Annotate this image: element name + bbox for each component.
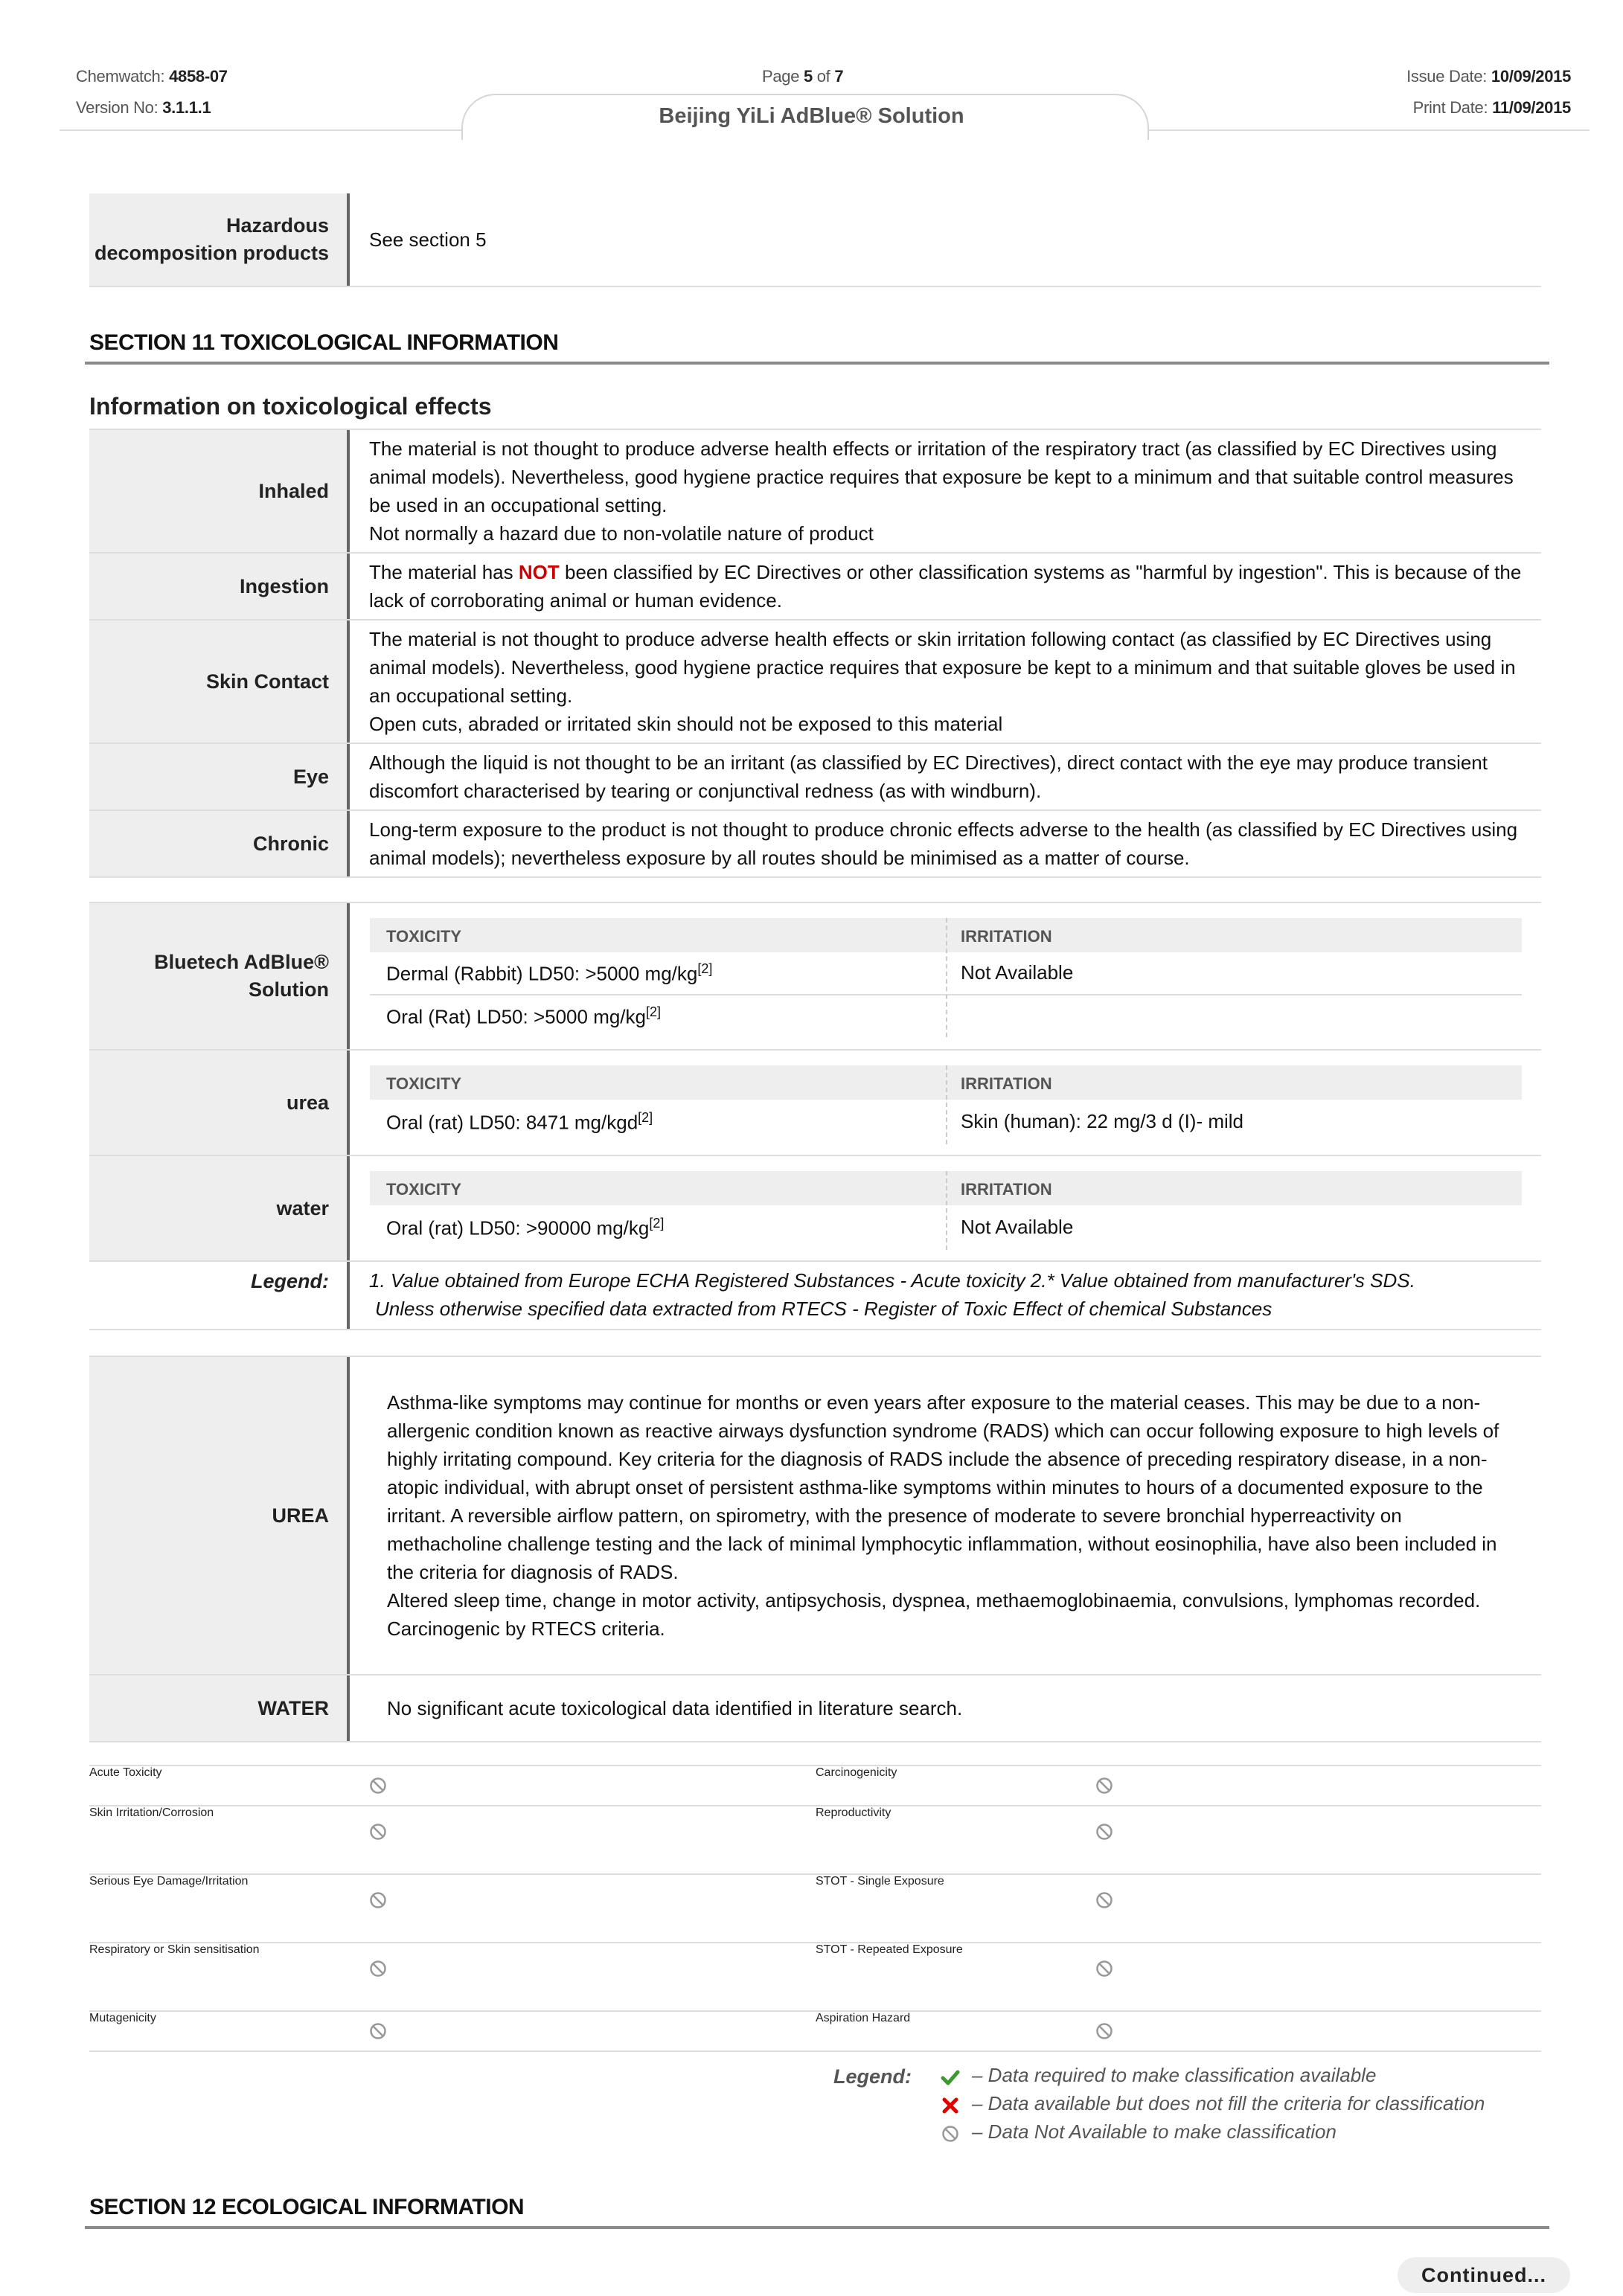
column-divider [946, 1171, 947, 1250]
hazard-label: Acute Toxicity [89, 1766, 162, 1779]
column-header-toxicity: TOXICITY [386, 1180, 462, 1199]
hazard-label: Carcinogenicity [816, 1766, 897, 1779]
toxicity-cell: Oral (rat) LD50: >90000 mg/kg[2] [386, 1216, 665, 1240]
row-label: Eye [89, 744, 350, 809]
hazard-label: STOT - Single Exposure [816, 1875, 944, 1888]
hazard-label: Mutagenicity [89, 2012, 156, 2024]
water-block [89, 1675, 1541, 1742]
column-header-toxicity: TOXICITY [386, 927, 462, 946]
effect-row-skin-contact [89, 621, 1541, 744]
irritation-cell: Not Available [961, 961, 1074, 984]
section-12-title: SECTION 12 ECOLOGICAL INFORMATION [89, 2195, 525, 2219]
not-available-icon [1095, 1777, 1113, 1795]
version-number: Version No: 3.1.1.1 [76, 98, 211, 117]
toxicity-cell: Dermal (Rabbit) LD50: >5000 mg/kg[2] [386, 961, 713, 985]
hazard-label: Skin Irritation/Corrosion [89, 1806, 214, 1819]
hazard-label: Respiratory or Skin sensitisation [89, 1943, 260, 1956]
column-header-irritation: IRRITATION [961, 927, 1052, 946]
row-value: The material has NOT been classified by EC Directives or other classification systems as "harmful by ingestion". This is because of the lack of corroborating animal or human evidence. [369, 561, 1522, 612]
not-available-icon [369, 1960, 387, 1978]
not-available-icon [1095, 1960, 1113, 1978]
hazard-row-rule [89, 2050, 1541, 2052]
not-available-icon [369, 1891, 387, 1909]
not-available-icon [369, 1777, 387, 1795]
row-label: Ingestion [89, 554, 350, 619]
section-11-rule [85, 362, 1549, 365]
hazard-label: Reproductivity [816, 1806, 891, 1819]
column-divider [946, 918, 947, 1037]
hazard-label: STOT - Repeated Exposure [816, 1943, 963, 1956]
effect-row-inhaled [89, 430, 1541, 554]
irritation-cell: Skin (human): 22 mg/3 d (I)- mild [961, 1110, 1244, 1132]
row-label: UREA [89, 1357, 350, 1674]
row-label: Hazardous decomposition products [89, 193, 350, 286]
water-description: No significant acute toxicological data identified in literature search. [387, 1697, 963, 1719]
chemwatch-id: Chemwatch: 4858-07 [76, 67, 228, 86]
not-available-icon [1095, 1891, 1113, 1909]
column-header-toxicity: TOXICITY [386, 1074, 462, 1093]
header-rule-right [1139, 129, 1590, 131]
hazard-label: Aspiration Hazard [816, 2012, 911, 2024]
page-header [0, 0, 1623, 134]
not-available-icon [941, 2125, 959, 2143]
row-value: The material is not thought to produce adverse health effects or irritation of the respiratory tract (as classified by EC Directives using animal models). Nevertheless, good hygiene practice requires that exposure be kept to a minimum and that suitable control measures be used in an occupational setting. Not normally a hazard due to non-volatile nature of product [369, 437, 1514, 545]
column-divider [946, 1065, 947, 1144]
tox-table-bluetech [370, 918, 1522, 1037]
print-date: Print Date: 11/09/2015 [1412, 98, 1571, 117]
row-label: water [89, 1156, 350, 1260]
continued-badge: Continued... [1398, 2257, 1570, 2293]
issue-date: Issue Date: 10/09/2015 [1406, 67, 1571, 86]
hazard-label: Serious Eye Damage/Irritation [89, 1875, 249, 1888]
column-header-irritation: IRRITATION [961, 1074, 1052, 1093]
effect-row-eye [89, 744, 1541, 811]
row-value: Although the liquid is not thought to be an irritant (as classified by EC Directives), direct contact with the eye may produce transient discomfort characterised by tearing or conjunctival redness (as with windburn). [369, 751, 1488, 802]
toxicity-cell: Oral (rat) LD50: 8471 mg/kgd[2] [386, 1110, 653, 1134]
not-available-icon [1095, 2022, 1113, 2040]
not-available-icon [369, 2022, 387, 2040]
row-label: Chronic [89, 811, 350, 876]
toxicological-effects-heading: Information on toxicological effects [89, 393, 492, 420]
legend-label: Legend: [89, 1262, 350, 1329]
urea-block [89, 1357, 1541, 1675]
urea-description: Asthma-like symptoms may continue for months or even years after exposure to the material ceases. This may be due to a non-allergenic condition known as reactive airways dysfunction syndrome (RADS) which can occur following exposure to high levels of highly irritating compound. Key criteria for the diagnosis of RADS include the absence of preceding respiratory disease, in a non-atopic individual, with abrupt onset of persistent asthma-like symptoms within minutes to hours of a documented exposure to the irritant. A reversible airflow pattern, on spirometry, with the presence of moderate to severe bronchial hyperreactivity on methacholine challenge testing and the lack of minimal lymphocytic inflammation, without eosinophilia, have also been included in the criteria for diagnosis of RADS. Altered sleep time, change in motor activity, antipsychosis, dyspnea, methaemoglobinaemia, convulsions, lymphomas recorded. Carcinogenic by RTECS criteria. [387, 1391, 1499, 1640]
section-11-title: SECTION 11 TOXICOLOGICAL INFORMATION [89, 330, 559, 355]
column-header-irritation: IRRITATION [961, 1180, 1052, 1199]
document-title: Beijing YiLi AdBlue® Solution [659, 104, 964, 128]
row-value: The material is not thought to produce adverse health effects or skin irritation following contact (as classified by EC Directives using animal models). Nevertheless, good hygiene practice requires that exposure be kept to a minimum and that suitable gloves be used in an occupational setting. Open cuts, abraded or irritated skin should not be exposed to this material [369, 628, 1516, 735]
toxicity-cell: Oral (Rat) LD50: >5000 mg/kg[2] [386, 1004, 662, 1028]
effect-row-ingestion [89, 554, 1541, 621]
legend-item-text: – Data required to make classification available [972, 2064, 1377, 2086]
row-value: See section 5 [369, 228, 487, 251]
cross-icon [941, 2097, 959, 2114]
row-label: WATER [89, 1675, 350, 1741]
legend-item-text: – Data Not Available to make classification [972, 2120, 1337, 2143]
row-label: Inhaled [89, 430, 350, 552]
effect-row-chronic [89, 811, 1541, 878]
hazard-legend-label: Legend: [833, 2065, 912, 2088]
not-available-icon [369, 1823, 387, 1841]
header-rule-left [60, 129, 476, 131]
not-available-icon [1095, 1823, 1113, 1841]
row-label: Bluetech AdBlue® Solution [89, 903, 350, 1049]
row-label: Skin Contact [89, 621, 350, 743]
check-icon [941, 2068, 960, 2086]
not-emphasis: NOT [518, 561, 560, 583]
irritation-cell: Not Available [961, 1216, 1074, 1238]
page-number: Page 5 of 7 [762, 67, 844, 86]
tox-legend-row [89, 1262, 1541, 1330]
row-value: Long-term exposure to the product is not thought to produce chronic effects adverse to the health (as classified by EC Directives using animal models); nevertheless exposure by all routes should be minimised as a matter of course. [369, 818, 1518, 869]
hazardous-decomposition-row [89, 193, 1541, 287]
row-label: urea [89, 1051, 350, 1155]
legend-text: 1. Value obtained from Europe ECHA Registered Substances - Acute toxicity 2.* Value obtained from manufacturer's SDS. Unless otherwise specified data extracted from RTECS - Register of Toxic Effect of chemical Substances [369, 1269, 1415, 1320]
tox-table-water [370, 1171, 1522, 1250]
section-12-rule [85, 2226, 1549, 2229]
tox-table-urea [370, 1065, 1522, 1144]
legend-item-text: – Data available but does not fill the criteria for classification [972, 2092, 1485, 2114]
